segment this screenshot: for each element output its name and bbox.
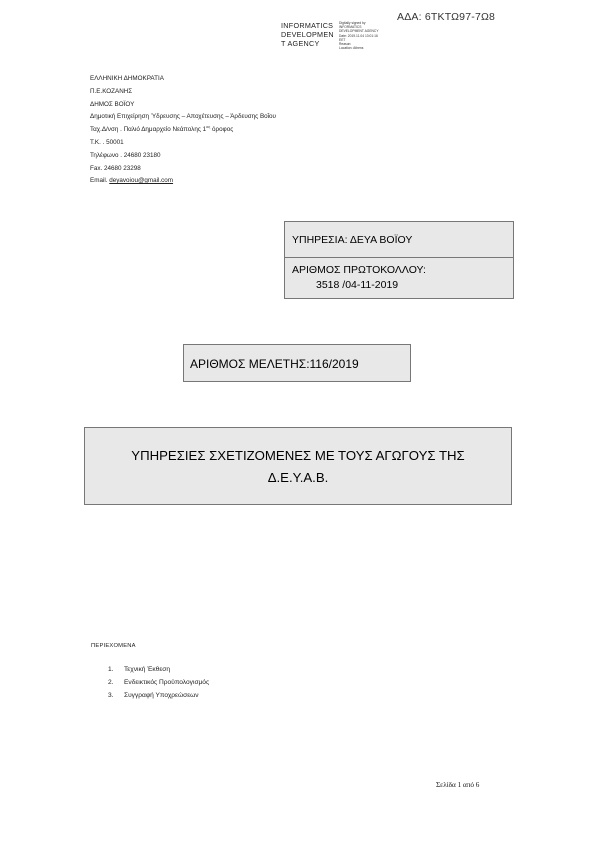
- email-label: Email.: [90, 177, 110, 185]
- item-number: 2.: [108, 678, 114, 686]
- title-line: Δ.Ε.Υ.Α.Β.: [267, 470, 329, 485]
- signature-line: EET: [339, 37, 346, 42]
- protocol-label: ΑΡΙΘΜΟΣ ΠΡΩΤΟΚΟΛΛΟΥ:: [292, 264, 426, 276]
- service-box: [284, 221, 514, 299]
- page-number: Σελίδα 1 από 6: [436, 781, 480, 789]
- list-item: [108, 690, 209, 703]
- address-text: Ταχ.Δ/νση . Παλιό Δημαρχείο Νεάπολης 1: [90, 126, 207, 134]
- letterhead-email: [90, 175, 276, 188]
- logo-line: INFORMATICS: [281, 21, 334, 30]
- signature-line: INFORMATICS: [339, 25, 362, 30]
- signature-line: Location: Athens: [339, 46, 364, 51]
- list-item: [108, 677, 209, 690]
- letterhead-country: ΕΛΛΗΝΙΚΗ ΔΗΜΟΚΡΑΤΙΑ: [90, 75, 164, 82]
- item-label: Συγγραφή Υποχρεώσεων: [124, 691, 199, 699]
- signature-line: DEVELOPMENT AGENCY: [339, 29, 379, 34]
- signature-line: Date: 2019.11.04 13:01:16: [339, 33, 378, 38]
- document-title-box: [84, 427, 512, 505]
- letterhead-region: Π.Ε.ΚΟΖΑΝΗΣ: [90, 87, 133, 95]
- address-floor: όροφος: [210, 126, 234, 134]
- logo-line: DEVELOPMEN: [281, 30, 334, 39]
- item-label: Ενδεικτικός Προϋπολογισμός: [124, 678, 210, 686]
- logo-line: T AGENCY: [281, 39, 320, 48]
- item-number: 3.: [108, 691, 114, 699]
- signature-line: Digitally signed by: [339, 21, 366, 25]
- letterhead: [90, 73, 276, 188]
- signature-line: Reason:: [339, 42, 352, 47]
- list-item: [108, 664, 209, 677]
- service-name: ΥΠΗΡΕΣΙΑ: ΔΕΥΑ ΒΟΪΟΥ: [285, 222, 513, 258]
- protocol-number: 3518 /04-11-2019: [316, 279, 399, 291]
- digital-signature-details: [339, 21, 399, 50]
- contents-list: [108, 664, 209, 702]
- letterhead-postcode: Τ.Κ. . 50001: [90, 138, 124, 146]
- item-number: 1.: [108, 666, 114, 673]
- protocol-info: [285, 258, 513, 293]
- email-link[interactable]: deyavoiou@gmail.com: [109, 177, 174, 185]
- letterhead-fax: Fax. 24680 23298: [90, 164, 141, 172]
- item-label: Τεχνική Έκθεση: [124, 666, 170, 673]
- letterhead-address: [90, 124, 276, 137]
- letterhead-phone: Τηλέφωνο . 24680 23180: [90, 151, 161, 159]
- letterhead-municipality: ΔΗΜΟΣ ΒΟΪΟΥ: [90, 100, 135, 108]
- title-line: ΥΠΗΡΕΣΙΕΣ ΣΧΕΤΙΖΟΜΕΝΕΣ ΜΕ ΤΟΥΣ ΑΓΩΓΟΥΣ ΤΗΣ: [131, 448, 465, 463]
- letterhead-organization: Δημοτική Επιχείρηση Ύδρευσης – Αποχέτευσης – Άρδευσης Βοΐου: [90, 113, 276, 121]
- signature-logo-text: [281, 21, 334, 48]
- contents-heading: ΠΕΡΙΕΧΟΜΕΝΑ: [91, 643, 136, 649]
- address-sup: ος: [206, 124, 211, 130]
- study-number-box: ΑΡΙΘΜΟΣ ΜΕΛΕΤΗΣ:116/2019: [183, 344, 411, 382]
- ada-code: ΑΔΑ: 6ΤΚΤΩ97-7Ω8: [397, 11, 496, 23]
